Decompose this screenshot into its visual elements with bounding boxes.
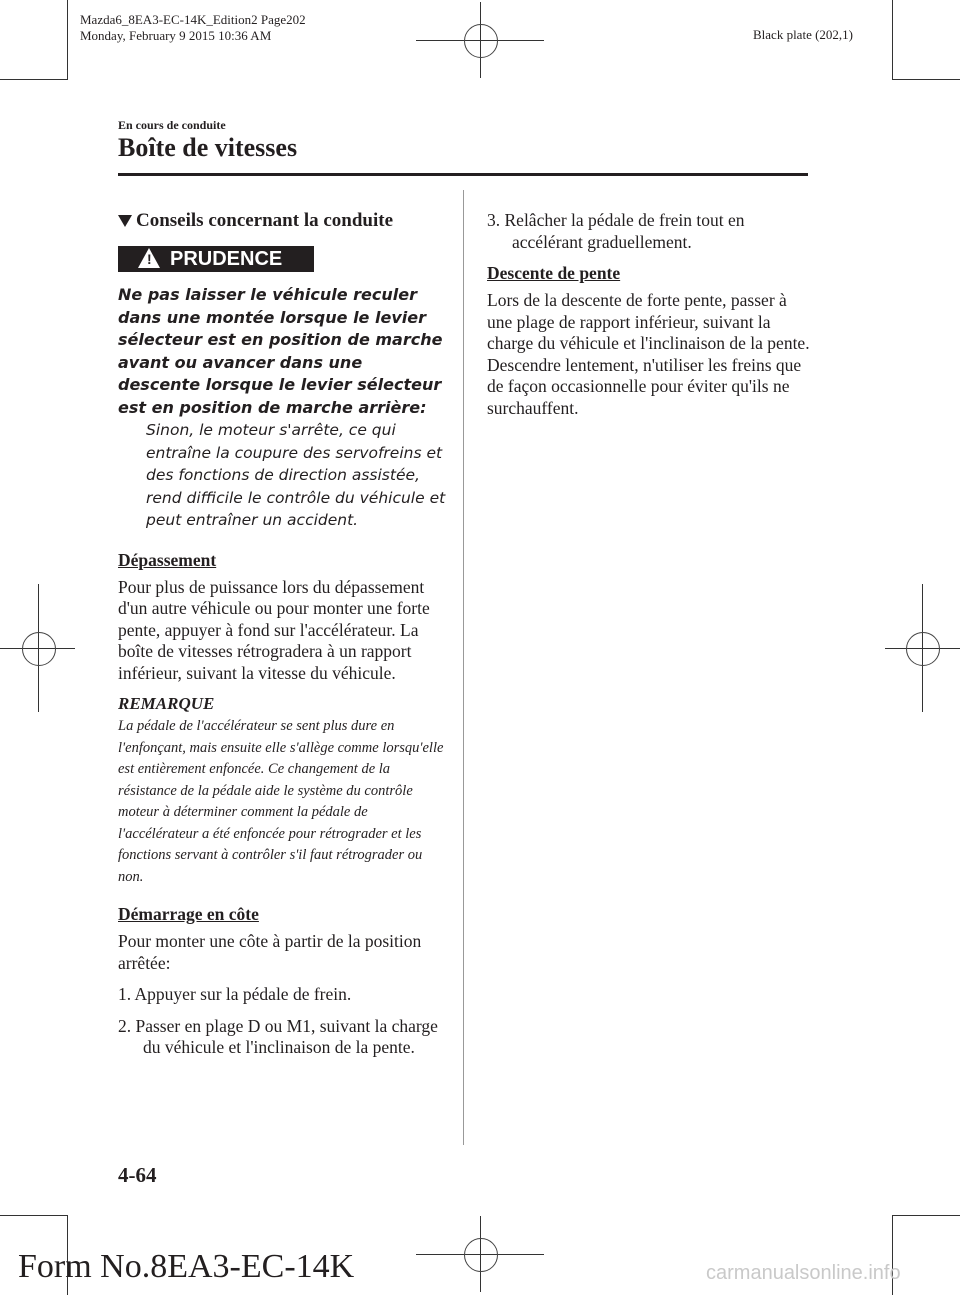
caution-label: PRUDENCE <box>170 248 283 270</box>
subsection-heading-text: Conseils concernant la conduite <box>136 210 394 231</box>
page-number: 4-64 <box>118 1163 157 1187</box>
page-title: Boîte de vitesses <box>118 133 298 162</box>
right-column <box>487 210 812 429</box>
step-1: 1. Appuyer sur la pédale de frein. <box>118 984 352 1004</box>
triangle-down-icon <box>118 215 132 227</box>
section-label: En cours de conduite <box>118 118 226 132</box>
crop-mark <box>892 1215 960 1216</box>
left-column <box>118 210 448 1069</box>
file-line: Mazda6_8EA3-EC-14K_Edition2 Page202 <box>80 12 306 27</box>
watermark: carmanualsonline.info <box>706 1262 901 1284</box>
subsection-heading <box>118 210 448 232</box>
registration-circle <box>464 1238 498 1272</box>
caution-body: Sinon, le moteur s'arrête, ce qui entraîne la coupure des servofreins et des fonctions de direction assistée, rend difficile le contrôle du véhicule et peut entraîner un accident. <box>146 421 446 529</box>
step-2: 2. Passer en plage D ou M1, suivant la charge du véhicule et l'inclinaison de la pente. <box>118 1015 438 1057</box>
depassement-title: Dépassement <box>118 549 217 570</box>
plate-label: Black plate (202,1) <box>753 27 853 42</box>
depassement-text: Pour plus de puissance lors du dépassement d'un autre véhicule ou pour monter une forte pente, appuyer à fond sur l'accélérateur. La boîte de vitesses rétrogradera à un rapport inférieur, suivant la vitesse du véhicule. <box>118 576 430 683</box>
crop-mark <box>0 1215 68 1216</box>
registration-circle <box>22 632 56 666</box>
crop-mark <box>0 79 68 80</box>
descente-title: Descente de pente <box>487 263 621 283</box>
note-text: La pédale de l'accélérateur se sent plus dure en l'enfonçant, mais ensuite elle s'allège comme lorsqu'elle est entièrement enfoncée. Ce changement de la résistance de la pédale aide le système du contrôle moteur à déterminer comment la pédale de l'accélérateur a été enfoncée pour rétrograder et les fonctions servant à contrôler s'il faut rétrograder ou non. <box>118 718 444 885</box>
date-line: Monday, February 9 2015 10:36 AM <box>80 28 272 43</box>
descente-text: Lors de la descente de forte pente, passer à une plage de rapport inférieur, suivant la charge du véhicule et l'inclinaison de la pente. Descendre lentement, n'utiliser les freins que de façon occasionnelle pour éviter qu'ils ne surchauffent. <box>487 290 810 418</box>
note-title: REMARQUE <box>118 694 215 713</box>
crop-mark <box>67 0 68 80</box>
step-3: 3. Relâcher la pédale de frein tout en accélérant graduellement. <box>487 210 745 252</box>
title-rule <box>118 173 808 176</box>
registration-circle <box>464 24 498 58</box>
print-meta <box>80 12 306 44</box>
form-number: Form No.8EA3-EC-14K <box>18 1248 355 1285</box>
crop-mark <box>892 79 960 80</box>
registration-circle <box>906 632 940 666</box>
caution-banner <box>118 246 314 272</box>
warning-icon: ! <box>138 248 160 268</box>
demarrage-title: Démarrage en côte <box>118 904 259 924</box>
crop-mark <box>892 0 893 80</box>
column-divider <box>463 190 464 1145</box>
caution-lead: Ne pas laisser le véhicule reculer dans une montée lorsque le levier sélecteur est en position de marche avant ou avancer dans une descente lorsque le levier sélecteur est en position de marche arrière: <box>118 285 443 417</box>
demarrage-text: Pour monter une côte à partir de la position arrêtée: <box>118 931 422 973</box>
